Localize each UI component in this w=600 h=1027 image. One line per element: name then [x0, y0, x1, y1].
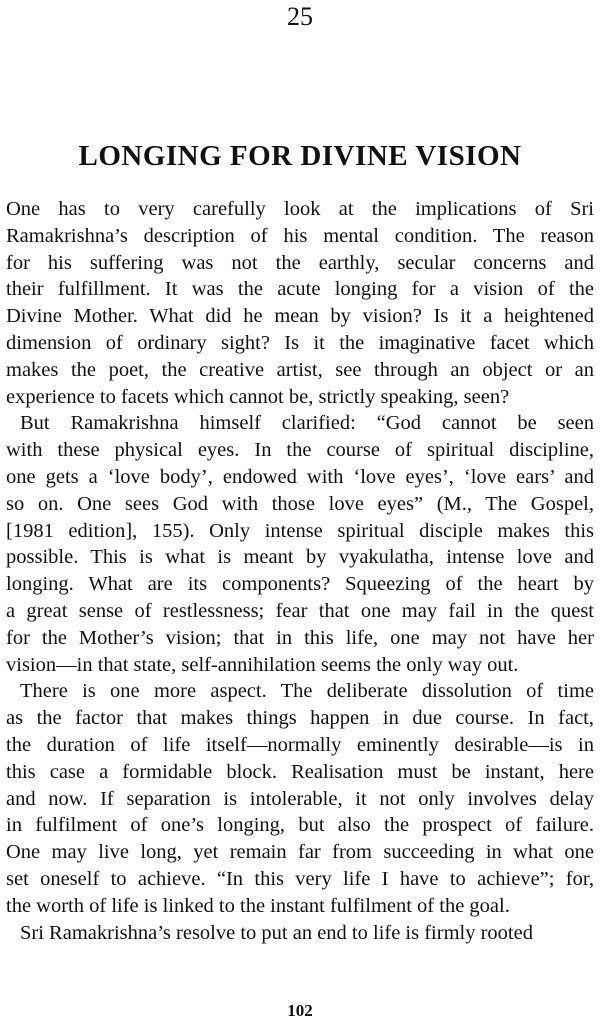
page-number: 102 — [287, 1001, 313, 1020]
text-line: the worth of life is linked to the instant fulfilment of the goal. — [6, 894, 510, 917]
text-line: [1981 edition], 155). Only intense spiritual disciple makes this — [6, 519, 594, 542]
text-line: their fulfillment. It was the acute longing for a vision of the — [6, 278, 594, 301]
text-line: But Ramakrishna himself clarified: “God cannot be seen — [20, 412, 594, 435]
text-line: dimension of ordinary sight? Is it the imaginative facet which — [6, 331, 594, 354]
text-line: Ramakrishna’s description of his mental condition. The reason — [6, 224, 594, 247]
text-line: longing. What are its components? Squeezing of the heart by — [6, 573, 594, 596]
text-line: possible. This is what is meant by vyakulatha, intense love and — [6, 546, 594, 569]
text-line: vision—in that state, self-annihilation seems the only way out. — [6, 653, 519, 676]
text-line: Sri Ramakrishna’s resolve to put an end to life is firmly rooted — [20, 921, 533, 944]
text-line: One may live long, yet remain far from succeeding in what one — [6, 841, 594, 864]
text-line: and now. If separation is intolerable, it not only involves delay — [6, 787, 594, 810]
text-line: One has to very carefully look at the implications of Sri — [6, 198, 594, 220]
text-line: for the Mother’s vision; that in this life, one may not have her — [6, 626, 594, 649]
text-line: the duration of life itself—normally eminently desirable—is in — [6, 733, 594, 756]
text-line: There is one more aspect. The deliberate dissolution of time — [20, 680, 594, 703]
chapter-number: 25 — [287, 2, 313, 31]
text-line: set oneself to achieve. “In this very life I have to achieve”; for, — [6, 867, 594, 890]
text-line: as the factor that makes things happen in due course. In fact, — [6, 707, 594, 730]
text-line: for his suffering was not the earthly, secular concerns and — [6, 251, 594, 274]
text-line: with these physical eyes. In the course of spiritual discipline, — [6, 439, 594, 462]
body-text — [6, 196, 594, 946]
text-line: so on. One sees God with those love eyes” (M., The Gospel, — [6, 492, 594, 515]
text-line: experience to facets which cannot be, strictly speaking, seen? — [6, 385, 510, 408]
text-line: in fulfilment of one’s longing, but also the prospect of failure. — [6, 814, 594, 837]
text-line: one gets a ‘love body’, endowed with ‘love eyes’, ‘love ears’ and — [6, 465, 594, 488]
chapter-title: LONGING FOR DIVINE VISION — [78, 140, 522, 172]
text-line: this case a formidable block. Realisation must be instant, here — [6, 760, 594, 783]
text-line: makes the poet, the creative artist, see through an object or an — [6, 358, 594, 381]
text-line: a great sense of restlessness; fear that one may fail in the quest — [6, 599, 594, 622]
text-line: Divine Mother. What did he mean by vision? Is it a heightened — [6, 305, 594, 328]
